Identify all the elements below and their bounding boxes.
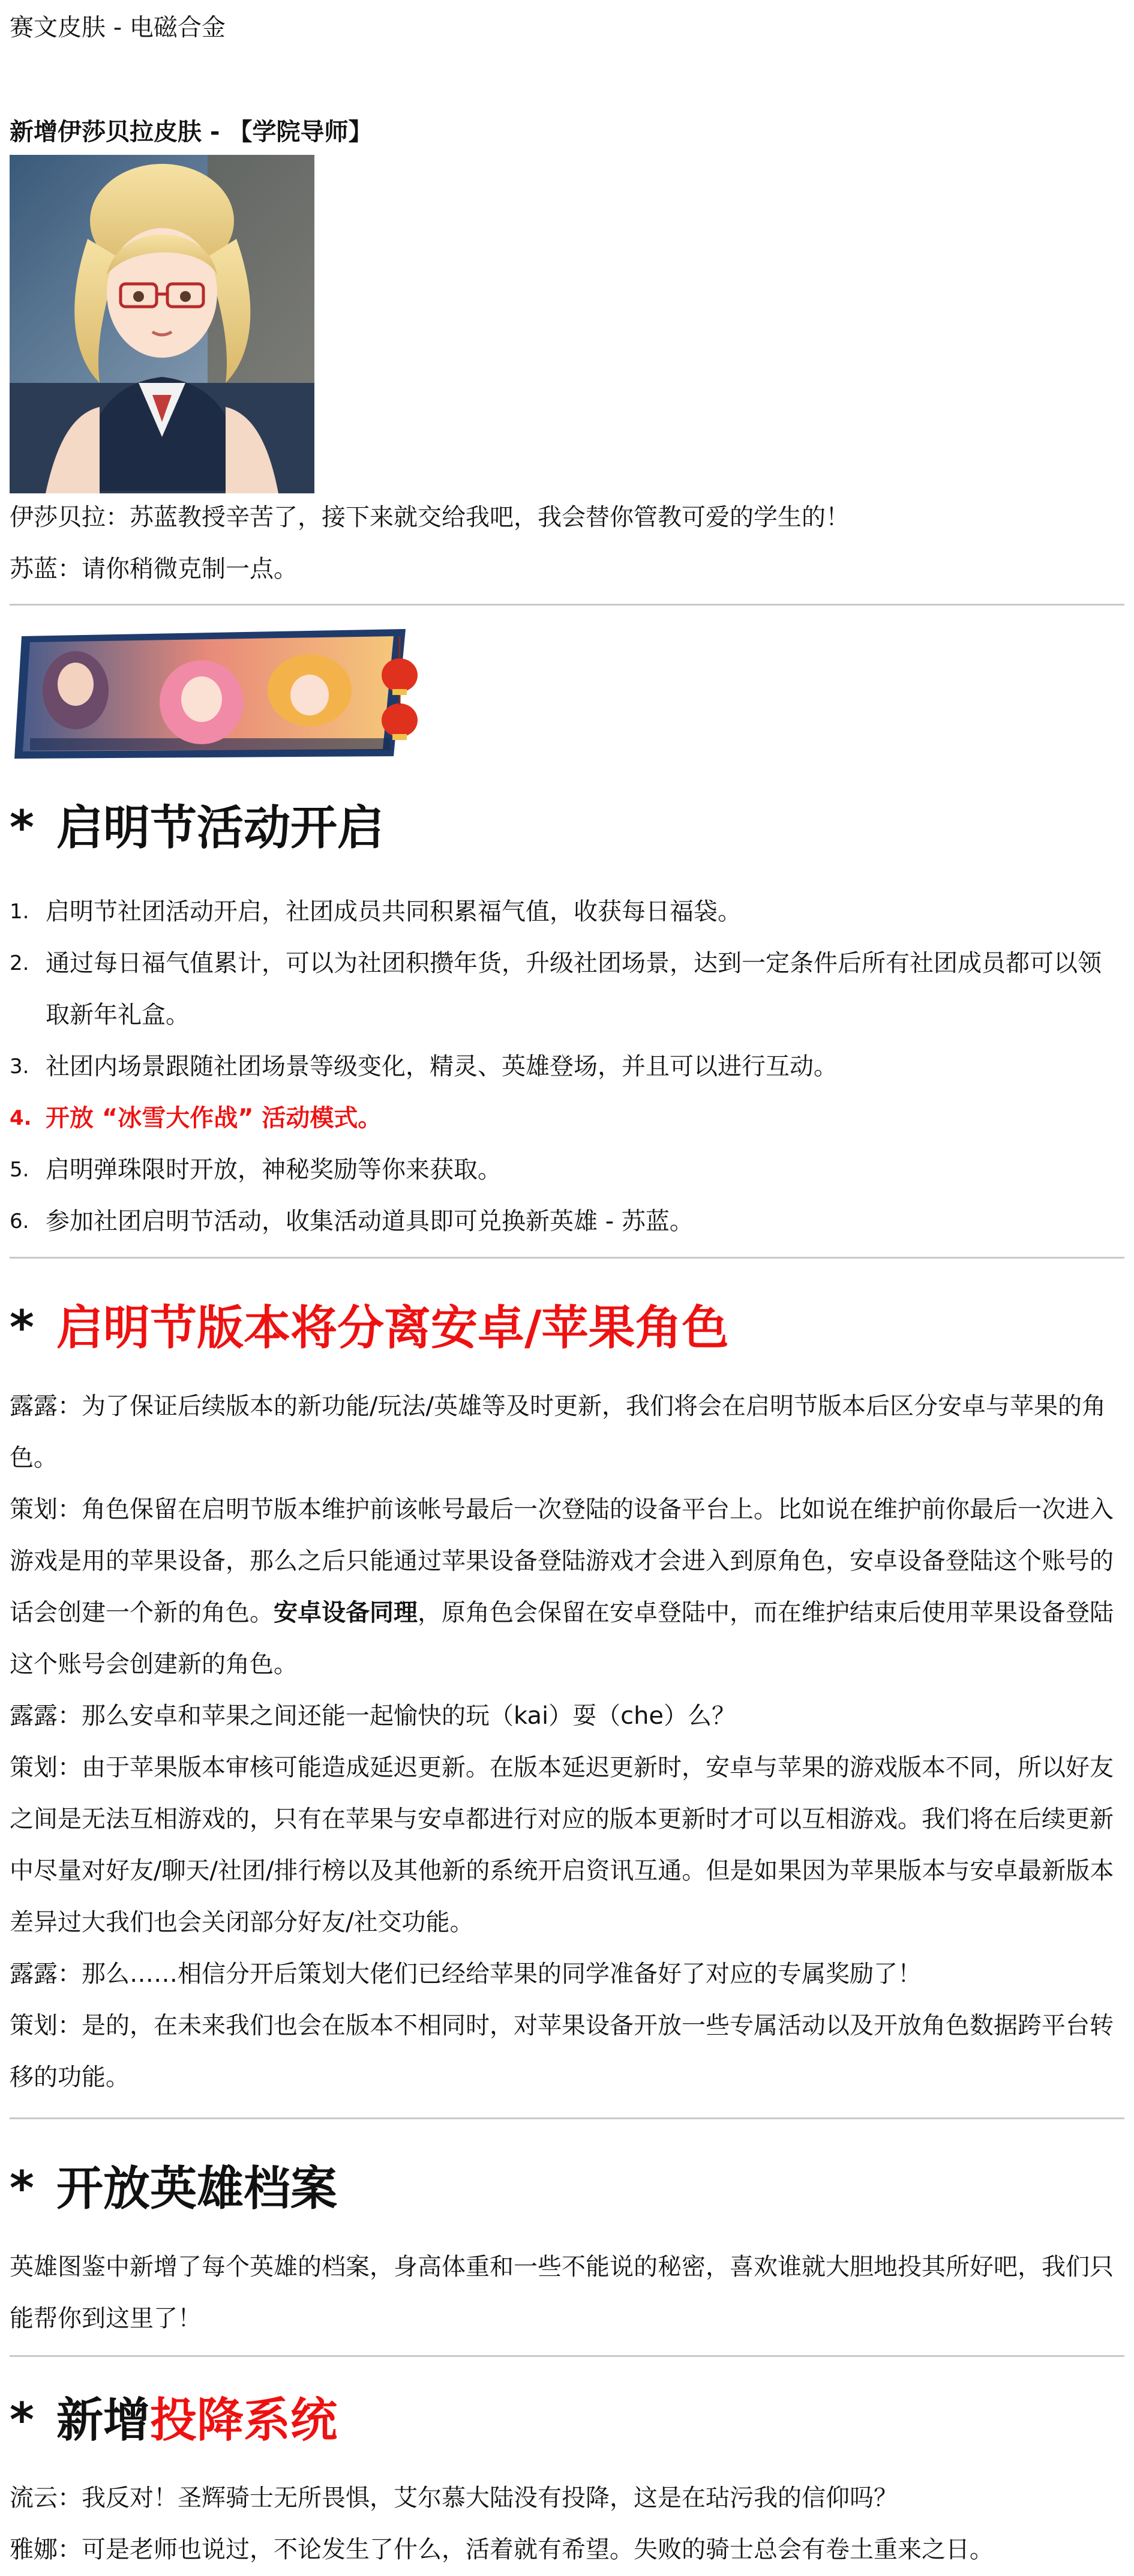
heading-star: * [10,801,34,855]
heading-text: 开放英雄档案 [56,2162,338,2216]
list-item [10,886,1124,937]
list-text: 社团内场景跟随社团场景等级变化，精灵、英雄登场，并且可以进行互动。 [46,1053,838,1080]
paragraph-yana: 雅娜：可是老师也说过，不论发生了什么，活着就有希望。失败的骑士总会有卷土重来之日。 [10,2536,994,2563]
section-heading-platform [10,1295,729,1361]
festival-banner-illustration [10,624,430,763]
list-text: 开放 “冰雪大作战” 活动模式。 [46,1104,382,1132]
list-item [10,1041,1124,1092]
heading-text-highlight: 投降系统 [150,2394,338,2448]
list-text: 通过每日福气值累计，可以为社团积攒年货，升级社团场景，达到一定条件后所有社团成员都可以领取新年礼盒。 [46,949,1102,1029]
heading-star: * [10,2162,34,2216]
heading-text: 新增 [56,2394,151,2448]
skin-line: 赛文皮肤 - 电磁合金 [10,14,226,41]
list-number: 3. [10,1055,29,1079]
divider [10,2355,1124,2357]
section-heading-festival [10,795,384,861]
divider [10,2117,1124,2119]
list-number: 2. [10,951,29,975]
list-number: 4. [10,1106,32,1130]
portrait-illustration [10,155,314,493]
section-heading-archive [10,2156,337,2222]
heading-text: 启明节活动开启 [56,801,385,855]
divider [10,1257,1124,1259]
list-item [10,1144,1124,1196]
list-number: 1. [10,900,29,924]
list-item [10,937,1124,1041]
paragraph-lulu-1: 露露：为了保证后续版本的新功能/玩法/英雄等及时更新，我们将会在启明节版本后区分安卓与苹果的角色。 [10,1392,1106,1472]
skin-title: 新增伊莎贝拉皮肤 - 【学院导师】 [10,118,373,146]
paragraph-bold-text: 安卓设备同理 [274,1599,418,1627]
paragraph-text: 策划：角色保留在启明节版本维护前该帐号最后一次登陆的设备平台上。比如说在维护前你最后一次进入游戏是用的苹果设备，那么之后只能通过苹果设备登陆游戏才会进入到原角色，安卓设备登陆这个账号的话会创建一个新的角色。 [10,1496,1114,1627]
paragraph-lulu-3: 露露：那么……相信分开后策划大佬们已经给苹果的同学准备好了对应的专属奖励了！ [10,1960,922,1988]
list-item-highlight [10,1092,1124,1144]
list-text: 启明节社团活动开启，社团成员共同积累福气值，收获每日福袋。 [46,898,742,925]
divider [10,604,1124,606]
paragraph-archive: 英雄图鉴中新增了每个英雄的档案，身高体重和一些不能说的秘密，喜欢谁就大胆地投其所好吧，我们只能帮你到这里了！ [10,2253,1114,2332]
list-number: 5. [10,1158,29,1182]
paragraph-lulu-2: 露露：那么安卓和苹果之间还能一起愉快的玩（kai）耍（che）么？ [10,1702,736,1730]
dialog-isabella: 伊莎贝拉：苏蓝教授辛苦了，接下来就交给我吧，我会替你管教可爱的学生的！ [10,504,850,531]
list-number: 6. [10,1209,29,1233]
list-text: 参加社团启明节活动，收集活动道具即可兑换新英雄 - 苏蓝。 [46,1208,694,1235]
portrait-image [10,155,314,493]
paragraph-planner-1 [10,1484,1124,1690]
heading-star: * [10,1301,34,1355]
section-heading-surrender [10,2388,337,2454]
heading-text: 启明节版本将分离安卓/苹果角色 [56,1301,729,1355]
paragraph-text: ，原角色会保留在安卓登陆中，而在维护结束后使用苹果设备登陆这个账号会创建新的角色。 [10,1599,1114,1678]
paragraph-planner-3: 策划：是的，在未来我们也会在版本不相同时，对苹果设备开放一些专属活动以及开放角色数据跨平台转移的功能。 [10,2012,1114,2091]
festival-banner-image [10,624,430,763]
list-text: 启明弹珠限时开放，神秘奖励等你来获取。 [46,1156,502,1184]
dialog-sulan: 苏蓝：请你稍微克制一点。 [10,555,298,583]
heading-star: * [10,2394,34,2448]
paragraph-planner-2: 策划：由于苹果版本审核可能造成延迟更新。在版本延迟更新时，安卓与苹果的游戏版本不同，所以好友之间是无法互相游戏的，只有在苹果与安卓都进行对应的版本更新时才可以互相游戏。我们将在后续更新中尽量对好友/聊天/社团/排行榜以及其他新的系统开启资讯互通。但是如果因为苹果版本与安卓最新版本差异过大我们也会关闭部分好友/社交功能。 [10,1754,1114,1936]
list-item [10,1196,1124,1247]
paragraph-liuyun: 流云：我反对！圣辉骑士无所畏惧，艾尔慕大陆没有投降，这是在玷污我的信仰吗？ [10,2484,898,2512]
